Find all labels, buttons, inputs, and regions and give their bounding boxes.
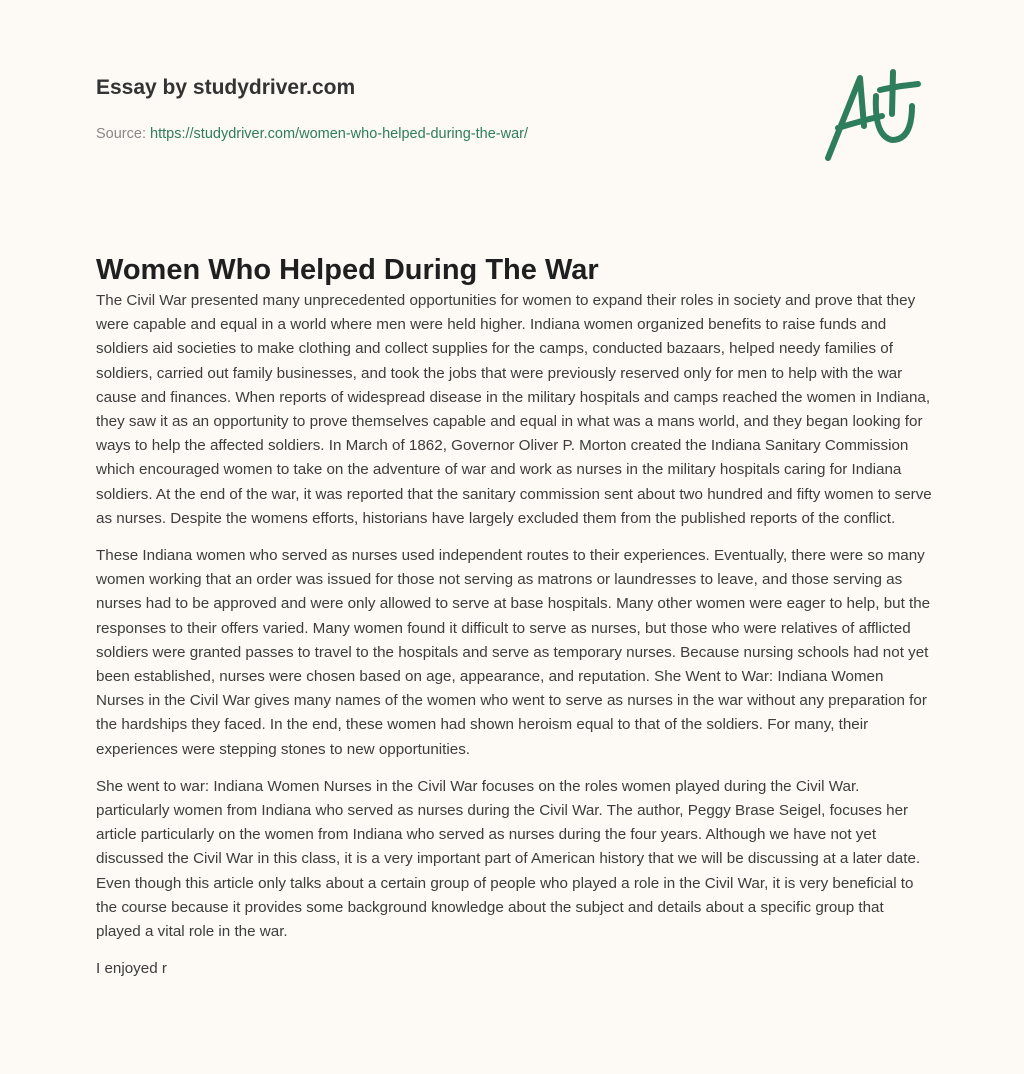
paragraph: These Indiana women who served as nurses used independent routes to their experiences. Eventually, there were so many women working that an order was issued for those not serving as matrons or laundresses to leave, and those serving as nurses had to be approved and were only allowed to serve at base hospitals. Many other women were eager to help, but the responses to their offers varied. Many women found it difficult to serve as nurses, but those who were relatives of afflicted soldiers were granted passes to travel to the hospitals and serve as temporary nurses. Because nursing schools had not yet been established, nurses were chosen based on age, appearance, and reputation. She Went to War: Indiana Women Nurses in the Civil War gives many names of the women who went to serve as nurses in the war without any preparation for the hardships they faced. In the end, these women had shown heroism equal to that of the soldiers. For many, their experiences were stepping stones to new opportunities. xyxy=(96,547,931,758)
essay-header xyxy=(96,76,528,142)
paragraph: The Civil War presented many unprecedented opportunities for women to expand their roles in society and prove that they were capable and equal in a world where men were held higher. Indiana women organized benefits to raise funds and soldiers aid societies to make clothing and collect supplies for the camps, conducted bazaars, helped needy families of soldiers, carried out family businesses, and took the jobs that were previously reserved only for men to help with the war cause and finances. When reports of widespread disease in the military hospitals and camps reached the women in Indiana, they saw it as an opportunity to prove themselves capable and equal in what was a mans world, and they began looking for ways to help the affected soldiers. In March of 1862, Governor Oliver P. Morton created the Indiana Sanitary Commission which encouraged women to take on the adventure of war and work as nurses in the military hospitals caring for Indiana soldiers. At the end of the war, it was reported that the sanitary commission sent about two hundred and fifty women to serve as nurses. Despite the womens efforts, historians have largely excluded them from the published reports of the conflict. xyxy=(96,292,932,527)
source-link[interactable]: https://studydriver.com/women-who-helped-during-the-war/ xyxy=(150,126,528,142)
paragraph: She went to war: Indiana Women Nurses in the Civil War focuses on the roles women played during the Civil War. particularly women from Indiana who served as nurses during the Civil War. The author, Peggy Brase Seigel, focuses her article particularly on the women from Indiana who served as nurses during the four years. Although we have not yet discussed the Civil War in this class, it is a very important part of American history that we will be discussing at a later date. Even though this article only talks about a certain group of people who played a role in the Civil War, it is very beneficial to the course because it provides some background knowledge about the subject and details about a specific group that played a vital role in the war. xyxy=(96,777,921,941)
source-label: Source: xyxy=(96,126,146,142)
essay-body xyxy=(96,289,932,994)
a-plus-logo-icon xyxy=(820,66,930,166)
essay-title: Women Who Helped During The War xyxy=(96,254,599,286)
source-line xyxy=(96,126,528,142)
paragraph-truncated: I enjoyed r xyxy=(96,960,167,978)
brand-title: Essay by studydriver.com xyxy=(96,76,356,99)
